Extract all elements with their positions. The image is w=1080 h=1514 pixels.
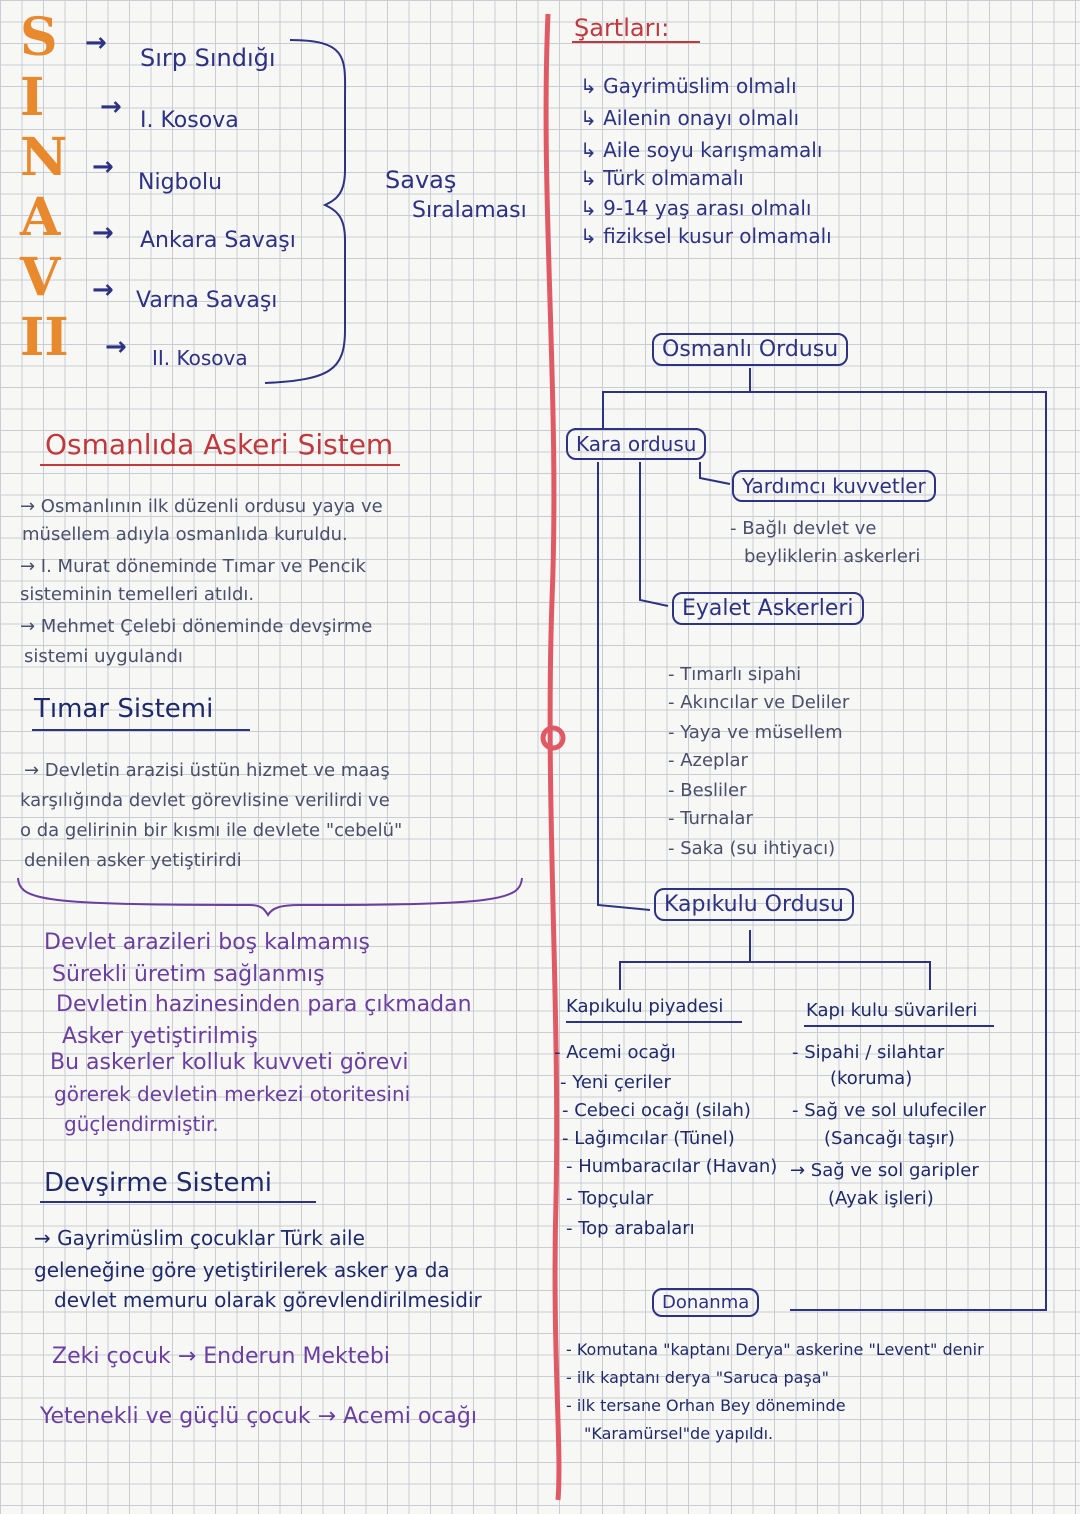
suvari-item: → Sağ ve sol garipler (790, 1160, 979, 1181)
arrow-icon: → (92, 275, 114, 305)
eyalet-item: - Turnalar (668, 808, 753, 829)
acrostic-item: II. Kosova (152, 346, 248, 370)
askeri-line: sisteminin temelleri atıldı. (20, 584, 255, 605)
sart-item: ↳ fiziksel kusur olmamalı (580, 224, 832, 248)
kapikulu-to-suvari (750, 962, 930, 990)
piyade-item: - Acemi ocağı (554, 1042, 676, 1063)
node-kara-ordusu: Kara ordusu (566, 428, 706, 460)
acrostic-item: Ankara Savaşı (140, 228, 296, 253)
kara-to-kapikulu (598, 462, 650, 910)
timar-result-line: Devletin hazinesinden para çıkmadan (56, 992, 472, 1017)
node-kapikulu-ordusu: Kapıkulu Ordusu (654, 888, 854, 921)
piyade-item: - Topçular (566, 1188, 654, 1209)
acrostic-item: Varna Savaşı (136, 288, 278, 313)
acrostic-item: Nigbolu (138, 170, 223, 195)
askeri-line: sistemi uygulandı (24, 646, 183, 667)
timar-result-line: Devlet arazileri boş kalmamış (44, 930, 370, 955)
brace-label: Savaş (385, 166, 457, 194)
timar-title: Tımar Sistemi (34, 694, 214, 724)
askeri-line: → Mehmet Çelebi döneminde devşirme (20, 616, 373, 637)
node-eyalet-askerleri: Eyalet Askerleri (672, 592, 864, 625)
arrow-icon: → (105, 332, 127, 362)
kapikulu-to-piyade (620, 930, 750, 990)
piyade-item: - Cebeci ocağı (silah) (562, 1100, 751, 1121)
askeri-line: → I. Murat döneminde Tımar ve Pencik (20, 556, 366, 577)
timar-line: → Devletin arazisi üstün hizmet ve maaş (24, 760, 390, 781)
acrostic-letter-ii: II (20, 307, 69, 368)
donanma-line: - ilk kaptanı derya "Saruca paşa" (566, 1368, 829, 1387)
devsirme-line: geleneğine göre yetiştirilerek asker ya da (34, 1258, 450, 1282)
arrow-icon: → (100, 92, 122, 122)
eyalet-item: - Besliler (668, 780, 747, 801)
timar-line: karşılığında devlet görevlisine verilirdi ve (20, 790, 390, 811)
devsirme-line: → Gayrimüslim çocuklar Türk aile (34, 1226, 365, 1250)
acrostic-letter-a: A (20, 187, 61, 248)
timar-line: denilen asker yetiştirirdi (24, 850, 242, 871)
sart-item: ↳ 9-14 yaş arası olmalı (580, 196, 812, 220)
sart-item: ↳ Türk olmamalı (580, 166, 744, 190)
acrostic-brace (265, 40, 345, 383)
suvari-title: Kapı kulu süvarileri (806, 1000, 978, 1021)
root-to-kara (603, 368, 750, 430)
eyalet-item: - Azeplar (668, 750, 748, 771)
sart-item: ↳ Gayrimüslim olmalı (580, 74, 797, 98)
kara-to-eyalet (640, 462, 668, 606)
node-osmanli-ordusu: Osmanlı Ordusu (652, 333, 848, 366)
timar-result-line: Bu askerler kolluk kuvveti görevi (50, 1050, 409, 1075)
yardimci-note: - Bağlı devlet ve (730, 518, 877, 539)
timar-brace (18, 878, 522, 915)
eyalet-item: - Akıncılar ve Deliler (668, 692, 850, 713)
eyalet-item: - Saka (su ihtiyacı) (668, 838, 836, 859)
margin-ring (543, 728, 563, 748)
askeri-line: → Osmanlının ilk düzenli ordusu yaya ve (20, 496, 383, 517)
piyade-item: - Lağımcılar (Tünel) (562, 1128, 735, 1149)
piyade-item: - Yeni çeriler (560, 1072, 671, 1093)
askeri-title: Osmanlıda Askeri Sistem (45, 428, 394, 461)
arrow-icon: → (85, 28, 107, 58)
suvari-item: - Sipahi / silahtar (792, 1042, 945, 1063)
devsirme-zeki: Zeki çocuk → Enderun Mektebi (52, 1344, 390, 1369)
acrostic-item: Sırp Sındığı (140, 44, 276, 72)
donanma-line: - Komutana "kaptanı Derya" askerine "Levent" denir (566, 1340, 984, 1359)
acrostic-item: I. Kosova (140, 108, 239, 133)
node-donanma: Donanma (652, 1288, 759, 1317)
devsirme-title: Devşirme Sistemi (44, 1168, 273, 1198)
askeri-line: müsellem adıyla osmanlıda kuruldu. (22, 524, 348, 545)
yardimci-note: beyliklerin askerleri (744, 546, 921, 567)
timar-result-line: Asker yetiştirilmiş (62, 1024, 258, 1049)
donanma-line: - ilk tersane Orhan Bey döneminde (566, 1396, 846, 1415)
eyalet-item: - Tımarlı sipahi (668, 664, 802, 685)
acrostic-letter-i: I (20, 67, 45, 128)
devsirme-line: devlet memuru olarak görevlendirilmesidir (54, 1288, 482, 1312)
brace-label: Sıralaması (412, 198, 527, 223)
suvari-item: - Sağ ve sol ulufeciler (792, 1100, 986, 1121)
devsirme-yetenekli: Yetenekli ve güçlü çocuk → Acemi ocağı (40, 1404, 477, 1429)
timar-result-line: güçlendirmiştir. (64, 1112, 219, 1136)
piyade-item: - Top arabaları (566, 1218, 695, 1239)
acrostic-letter-s: S (20, 7, 58, 68)
arrow-icon: → (92, 152, 114, 182)
margin-line (546, 14, 559, 1500)
timar-line: o da gelirinin bir kısmı ile devlete "cebelü" (20, 820, 403, 841)
sartlar-title: Şartları: (574, 14, 670, 42)
piyade-item: - Humbaracılar (Havan) (566, 1156, 778, 1177)
suvari-item: (Sancağı taşır) (824, 1128, 955, 1149)
timar-result-line: görerek devletin merkezi otoritesini (54, 1082, 411, 1106)
arrow-icon: → (92, 218, 114, 248)
piyade-title: Kapıkulu piyadesi (566, 996, 724, 1017)
donanma-line: "Karamürsel"de yapıldı. (584, 1424, 774, 1443)
kara-to-yardimci (700, 462, 730, 484)
suvari-item: (koruma) (830, 1068, 913, 1089)
eyalet-item: - Yaya ve müsellem (668, 722, 843, 743)
node-yardimci-kuvvetler: Yardımcı kuvvetler (732, 470, 936, 502)
sart-item: ↳ Ailenin onayı olmalı (580, 106, 800, 130)
acrostic-letter-n: N (20, 127, 68, 188)
timar-result-line: Sürekli üretim sağlanmış (52, 962, 325, 987)
suvari-item: (Ayak işleri) (828, 1188, 934, 1209)
acrostic-letter-v: V (20, 247, 61, 308)
sart-item: ↳ Aile soyu karışmamalı (580, 138, 823, 162)
